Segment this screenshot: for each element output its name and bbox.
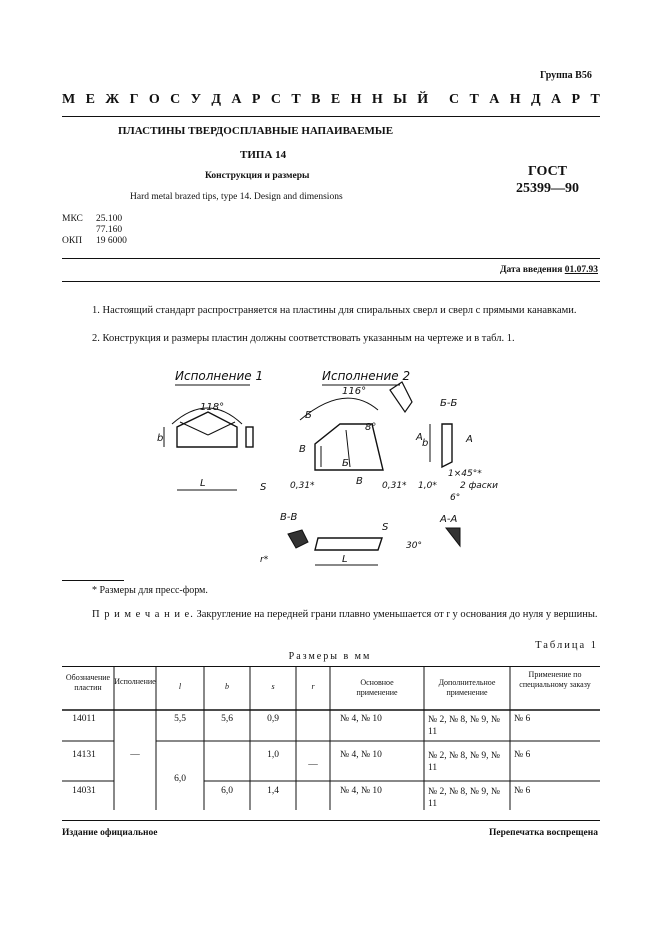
chamfer-count-label: 2 фаски xyxy=(460,481,499,491)
banner-letter: Ы xyxy=(393,92,407,107)
okp-value: 19 6000 xyxy=(96,236,127,246)
note-label: П р и м е ч а н и е. xyxy=(92,609,194,620)
section-aa-shape xyxy=(446,528,460,546)
banner-letter: Й xyxy=(417,92,429,107)
r1-l: 5,5 xyxy=(174,714,186,724)
banner-letter: В xyxy=(311,92,321,107)
r1-b: 5,6 xyxy=(221,714,233,724)
r2-s: 1,0 xyxy=(267,750,279,760)
footnote-rule xyxy=(62,580,124,581)
r3-b: 6,0 xyxy=(221,786,233,796)
banner-letter: Р xyxy=(251,92,261,107)
gost-number: 25399—90 xyxy=(516,181,579,196)
section-aa-label: А-А xyxy=(440,514,458,525)
r2-code: 14131 xyxy=(72,750,96,760)
mark-v-2: В xyxy=(356,476,363,487)
okp-label: ОКП xyxy=(62,236,83,246)
footer-reprint: Перепечатка воспрещена xyxy=(488,828,598,838)
mark-b-2: Б xyxy=(342,458,349,469)
date-value: 01.07.93 xyxy=(564,265,598,275)
th-variant: Исполнение xyxy=(114,677,156,686)
doc-subtitle: Конструкция и размеры xyxy=(205,171,310,181)
section-vv-shape xyxy=(288,530,308,548)
banner-letter: Д xyxy=(211,92,221,107)
tip-side-view-1 xyxy=(246,427,253,447)
r-dash: — xyxy=(308,760,318,770)
mark-b-1: Б xyxy=(305,410,312,421)
date-label: Дата введения xyxy=(499,265,563,275)
doc-title: ПЛАСТИНЫ ТВЕРДОСПЛАВНЫЕ НАПАИВАЕМЫЕ xyxy=(118,125,394,137)
dimensions-table xyxy=(62,666,600,810)
r1-special: № 6 xyxy=(514,714,531,724)
standard-banner xyxy=(62,92,600,108)
banner-letter: Г xyxy=(129,92,139,107)
paragraph-1: 1. Настоящий стандарт распространяется на пластины для спиральных сверл и сверл с прямыми канавками. xyxy=(92,305,577,316)
date-rule xyxy=(62,258,600,259)
banner-letter: Т xyxy=(291,92,301,107)
th-b: b xyxy=(225,682,229,691)
dim-031-right: 0,31* xyxy=(382,481,407,491)
mark-a-2: А xyxy=(466,434,473,445)
tip-side-view-2 xyxy=(315,538,382,550)
footer-edition: Издание официальное xyxy=(62,828,158,838)
chamfer-label: 1×45°* xyxy=(448,469,482,479)
angle-118-label: 118° xyxy=(200,402,225,413)
banner-letter: С xyxy=(170,92,181,107)
banner-letter: Т xyxy=(469,92,479,107)
banner-letter: А xyxy=(489,92,500,107)
date-rule-bottom xyxy=(62,281,600,282)
angle-8-label: 8° xyxy=(365,422,377,433)
th-r: r xyxy=(311,682,315,691)
th-special: Применение по специальному заказу xyxy=(519,670,591,689)
variant-2-label: Исполнение 2 xyxy=(322,369,411,383)
banner-letter: С xyxy=(270,92,281,107)
banner-letter: О xyxy=(148,92,160,107)
r1-main: № 4, № 10 xyxy=(340,714,382,724)
angle-30-label: 30° xyxy=(406,541,422,551)
r3-extra: № 2, № 8, № 9, № 11 xyxy=(428,787,500,809)
dim-l-label: L xyxy=(200,478,206,489)
variant-1-label: Исполнение 1 xyxy=(175,369,264,383)
banner-letter: Т xyxy=(590,92,600,107)
group-code: Группа В56 xyxy=(540,70,592,81)
r2-extra: № 2, № 8, № 9, № 11 xyxy=(428,751,500,773)
mks-value-2: 77.160 xyxy=(96,225,123,235)
dim-10-label: 1,0* xyxy=(418,481,437,491)
angle-line-right xyxy=(208,422,235,435)
r3-code: 14031 xyxy=(72,786,96,796)
dim-s2-label: S xyxy=(382,522,389,533)
banner-letter: Н xyxy=(371,92,383,107)
effective-date xyxy=(470,265,598,275)
banner-letter: Н xyxy=(509,92,521,107)
r1-s: 0,9 xyxy=(267,714,279,724)
banner-letter: У xyxy=(190,92,201,107)
radius-label: r* xyxy=(260,555,269,565)
angle-6-label: 6° xyxy=(450,493,461,503)
banner-letter: А xyxy=(231,92,242,107)
r2-l: 6,0 xyxy=(174,774,186,784)
dim-s-label: S xyxy=(260,482,267,493)
footer-rule xyxy=(62,820,600,821)
dim-b-label: b xyxy=(157,433,164,444)
th-l: l xyxy=(178,682,182,691)
r3-main: № 4, № 10 xyxy=(340,786,382,796)
paragraph-2: 2. Конструкция и размеры пластин должны соответствовать указанным на чертеже и в табл. 1. xyxy=(92,333,515,344)
doc-title-english: Hard metal brazed tips, type 14. Design and dimensions xyxy=(130,192,343,202)
banner-letter: Н xyxy=(350,92,362,107)
tip-front-view-1 xyxy=(177,412,237,447)
gost-label: ГОСТ xyxy=(527,164,568,179)
banner-letter: А xyxy=(551,92,562,107)
section-bb-shape xyxy=(442,424,452,467)
r3-special: № 6 xyxy=(514,786,531,796)
classification-codes xyxy=(62,214,127,247)
note-text: Закругление на передней грани плавно уменьшается от r у основания до нуля у вершины. xyxy=(193,609,598,620)
section-b-label: b xyxy=(422,438,429,449)
dimensions-label: Размеры в мм xyxy=(288,651,372,662)
banner-letter: Е xyxy=(330,92,341,107)
header-rule xyxy=(62,116,600,117)
mark-a-1: А xyxy=(416,432,423,443)
r1-extra: № 2, № 8, № 9, № 11 xyxy=(428,715,500,737)
angle-116-label: 116° xyxy=(342,386,367,397)
section-vv-label: В-В xyxy=(280,512,298,523)
r2-main: № 4, № 10 xyxy=(340,750,382,760)
th-extra: Дополнительное применение xyxy=(438,678,496,697)
banner-letter: Д xyxy=(531,92,541,107)
tip-perspective xyxy=(390,382,412,412)
variant-dash: — xyxy=(130,750,140,760)
technical-drawing xyxy=(150,362,499,574)
banner-letter: Р xyxy=(571,92,581,107)
doc-subtitle-type: ТИПА 14 xyxy=(240,149,287,161)
mks-label: МКС xyxy=(62,214,83,224)
dim-031-left: 0,31* xyxy=(290,481,315,491)
th-main: Основное применение xyxy=(356,678,398,697)
mks-value-1: 25.100 xyxy=(96,214,123,224)
r3-s: 1,4 xyxy=(267,786,279,796)
th-s: s xyxy=(271,682,275,691)
mark-v-1: В xyxy=(299,444,306,455)
banner-letter: Е xyxy=(85,92,95,107)
th-code: Обозначение пластин xyxy=(65,673,111,692)
angle-line-left xyxy=(180,422,208,435)
section-bb-label: Б-Б xyxy=(440,398,458,409)
r2-special: № 6 xyxy=(514,750,531,760)
banner-letter: С xyxy=(448,92,460,107)
dim-l2-label: L xyxy=(342,554,348,565)
banner-letter: Ж xyxy=(105,92,120,107)
note xyxy=(62,608,598,622)
r1-code: 14011 xyxy=(72,714,96,724)
footnote: * Размеры для пресс-форм. xyxy=(92,585,208,596)
table-label: Таблица 1 xyxy=(535,640,598,651)
banner-letter: М xyxy=(62,92,76,107)
